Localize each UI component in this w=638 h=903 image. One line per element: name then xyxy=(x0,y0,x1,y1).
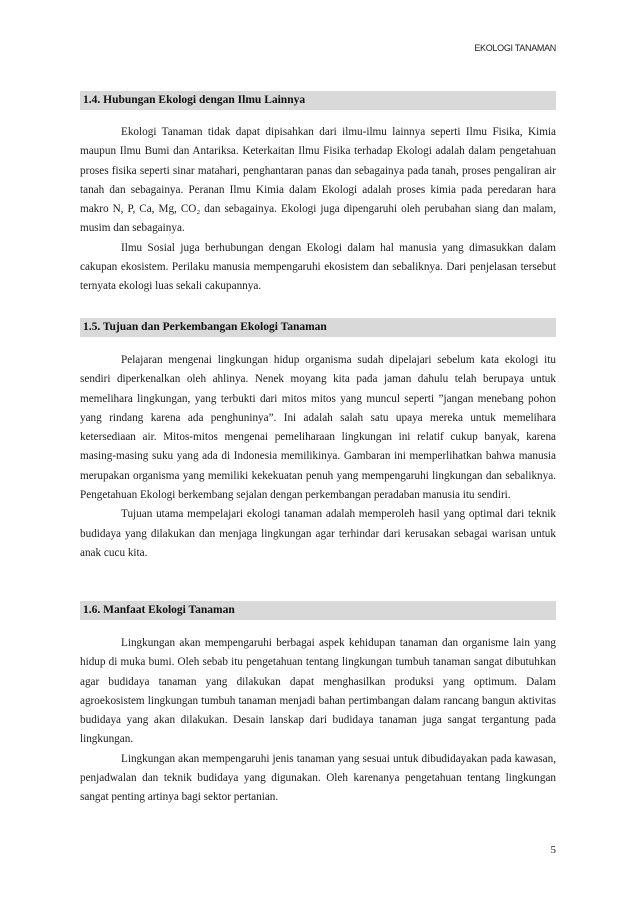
paragraph: Pelajaran mengenai lingkungan hidup organisma sudah dipelajari sebelum kata ekologi itu sendiri diperkenalkan oleh ahlinya. Nenek moyang kita pada jaman dahulu telah berupaya untuk memelihara lingkungan, yang terbukti dari mitos mitos yang muncul seperti ”jangan menebang pohon yang rindang karena ada penghuninya”. Ini adalah salah satu upaya mereka untuk memelihara ketersediaan air. Mitos-mitos mengenai pemeliharaan lingkungan ini relatif cukup banyak, karena masing-masing suku yang ada di Indonesia memilikinya. Gambaran ini memperlihatkan bahwa manusia merupakan organisma yang memiliki kekekuatan penuh yang mempengaruhi lingkungan dan sebaliknya. Pengetahuan Ekologi berkembang sejalan dengan perkembangan peradaban manusia itu sendiri. xyxy=(80,354,556,502)
running-header: EKOLOGI TANAMAN xyxy=(474,43,556,53)
section-body-1-6 xyxy=(80,634,556,808)
paragraph: Lingkungan akan mempengaruhi jenis tanaman yang sesuai untuk dibudidayakan pada kawasan, penjadwalan dan teknik budidaya yang digunakan. Oleh karenanya pengetahuan tentang lingkungan sangat penting artinya bagi sektor pertanian. xyxy=(80,752,556,804)
section-heading-1-6: 1.6. Manfaat Ekologi Tanaman xyxy=(80,601,556,620)
paragraph: Ilmu Sosial juga berhubungan dengan Ekologi dalam hal manusia yang dimasukkan dalam cakupan ekosistem. Perilaku manusia mempengaruhi ekosistem dan sebaliknya. Dari penjelasan tersebut ternyata ekologi luas sekali cakupannya. xyxy=(80,241,556,293)
page-number: 5 xyxy=(550,844,556,856)
paragraph: Tujuan utama mempelajari ekologi tanaman adalah memperoleh hasil yang optimal dari teknik budidaya yang dilakukan dan menjaga lingkungan agar terhindar dari kerusakan sebagai warisan untuk anak cucu kita. xyxy=(80,508,556,559)
paragraph: Ekologi Tanaman tidak dapat dipisahkan dari ilmu-ilmu lainnya seperti Ilmu Fisika, Kimia maupun Ilmu Bumi dan Antariksa. Keterkaitan Ilmu Fisika terhadap Ekologi adalah dalam pengetahuan proses fisika seperti sinar matahari, penghantaran panas dan sebagainya pada tanah, proses pengaliran air tanah dan sebagainya. Peranan Ilmu Kimia dalam Ekologi adalah proses kimia pada peredaran hara makro N, P, Ca, Mg, CO₂ dan sebagainya. Ekologi juga dipengaruhi oleh perubahan siang dan malam, musim dan sebagainya. xyxy=(80,126,556,235)
paragraph: Lingkungan akan mempengaruhi berbagai aspek kehidupan tanaman dan organisme lain yang hidup di muka bumi. Oleh sebab itu pengetahuan tentang lingkungan tumbuh tanaman sangat dibutuhkan agar budidaya tanaman yang dilakukan dapat menghasilkan produksi yang optimum. Dalam agroekosistem lingkungan tumbuh tanaman menjadi bahan pertimbangan dalam rancang bangun aktivitas budidaya yang akan dilakukan. Desain lanskap dari budidaya tanaman juga sangat tergantung pada lingkungan. xyxy=(80,637,556,746)
section-heading-1-4: 1.4. Hubungan Ekologi dengan Ilmu Lainnya xyxy=(80,91,556,110)
section-body-1-5 xyxy=(80,351,556,563)
section-body-1-4 xyxy=(80,123,556,297)
section-heading-1-5: 1.5. Tujuan dan Perkembangan Ekologi Tanaman xyxy=(80,318,556,337)
